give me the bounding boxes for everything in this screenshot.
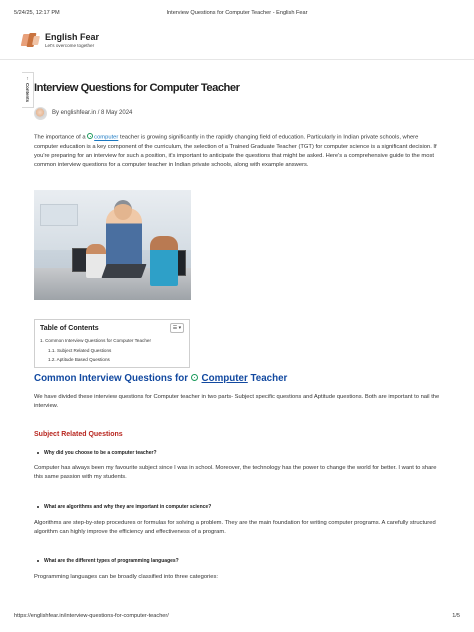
- intro-text-rest: teacher is growing significantly in the rapidly changing field of education. Particularly in Indian private schools, where computer education is a key component of the curriculum, the selection of a Trained Graduate Teacher (TGT) for computer science is a significant decision. If you're preparing for an interview for such a position, it's important to anticipate the questions that might be asked. Here's a comprehensive guide to the most common interview questions for a computer teacher in Indian private schools, along with example answers.: [34, 134, 437, 168]
- logo-icon[interactable]: [22, 32, 40, 48]
- hero-image: [34, 190, 191, 300]
- subject-questions-heading: Subject Related Questions: [34, 431, 123, 438]
- toc-title: Table of Contents: [40, 325, 99, 332]
- table-of-contents: [34, 319, 190, 368]
- toc-item-subject-questions[interactable]: 1.1. Subject Related Questions: [48, 348, 112, 353]
- article-title: Interview Questions for Computer Teacher: [34, 82, 240, 94]
- contents-side-tab[interactable]: [22, 72, 34, 108]
- heading-text-start: Common Interview Questions for: [34, 373, 191, 384]
- computer-heading-link[interactable]: Computer: [201, 373, 248, 384]
- site-header: [22, 28, 99, 52]
- question-item: What are the different types of programming languages?: [44, 558, 179, 564]
- question-item: What are algorithms and why they are important in computer science?: [44, 504, 212, 510]
- print-footer: [14, 613, 460, 623]
- list-toggle-icon[interactable]: ☰ ▾: [170, 323, 184, 333]
- toc-item-common-questions[interactable]: 1. Common Interview Questions for Computer Teacher: [40, 338, 151, 343]
- brand-tagline: Let's overcome together: [45, 42, 95, 48]
- answer-paragraph: Algorithms are step-by-step procedures or formulas for solving a problem. They are the main foundation for writing computer programs. A carefully structured algorithm can highly improve the efficiency and effectiveness of a program.: [34, 520, 436, 536]
- section-heading: [34, 373, 287, 384]
- brand-name[interactable]: English Fear: [45, 31, 100, 42]
- page-number: 1/5: [452, 613, 460, 619]
- print-url: https://englishfear.in/interview-questions-for-computer-teacher/: [14, 613, 169, 619]
- keyword-link-icon: [87, 133, 93, 139]
- section-intro: We have divided these interview questions for Computer teacher in two parts- Subject specific questions and Aptitude questions. Both are important to nail the interview.: [34, 394, 440, 410]
- intro-text-start: The importance of a: [34, 134, 88, 141]
- answer-paragraph: Computer has always been my favourite subject since I was in school. Moreover, the technology has the power to change the world for better. I want to share this same passion with my students.: [34, 465, 437, 481]
- byline-text: By englishfear.in / 8 May 2024: [52, 110, 133, 116]
- question-item: Why did you choose to be a computer teacher?: [44, 450, 157, 456]
- brand[interactable]: [45, 32, 99, 49]
- author-avatar: [34, 107, 47, 120]
- contents-tab-label: Contents: [25, 83, 30, 103]
- heading-text-end: Teacher: [247, 373, 288, 384]
- up-arrow-icon: ↑: [26, 76, 29, 82]
- print-doc-title: Interview Questions for Computer Teacher - English Fear: [166, 10, 308, 16]
- byline: [34, 106, 132, 120]
- print-header: [14, 10, 460, 20]
- print-datetime: 5/24/25, 12:17 PM: [14, 10, 60, 16]
- answer-paragraph: Programming languages can be broadly classified into three categories:: [34, 574, 218, 580]
- computer-keyword-link[interactable]: computer: [94, 134, 119, 141]
- keyword-link-icon: [191, 374, 198, 381]
- header-divider: [0, 59, 474, 60]
- article-intro: [34, 133, 444, 170]
- toc-item-aptitude-questions[interactable]: 1.2. Aptitude Based Questions: [48, 357, 110, 362]
